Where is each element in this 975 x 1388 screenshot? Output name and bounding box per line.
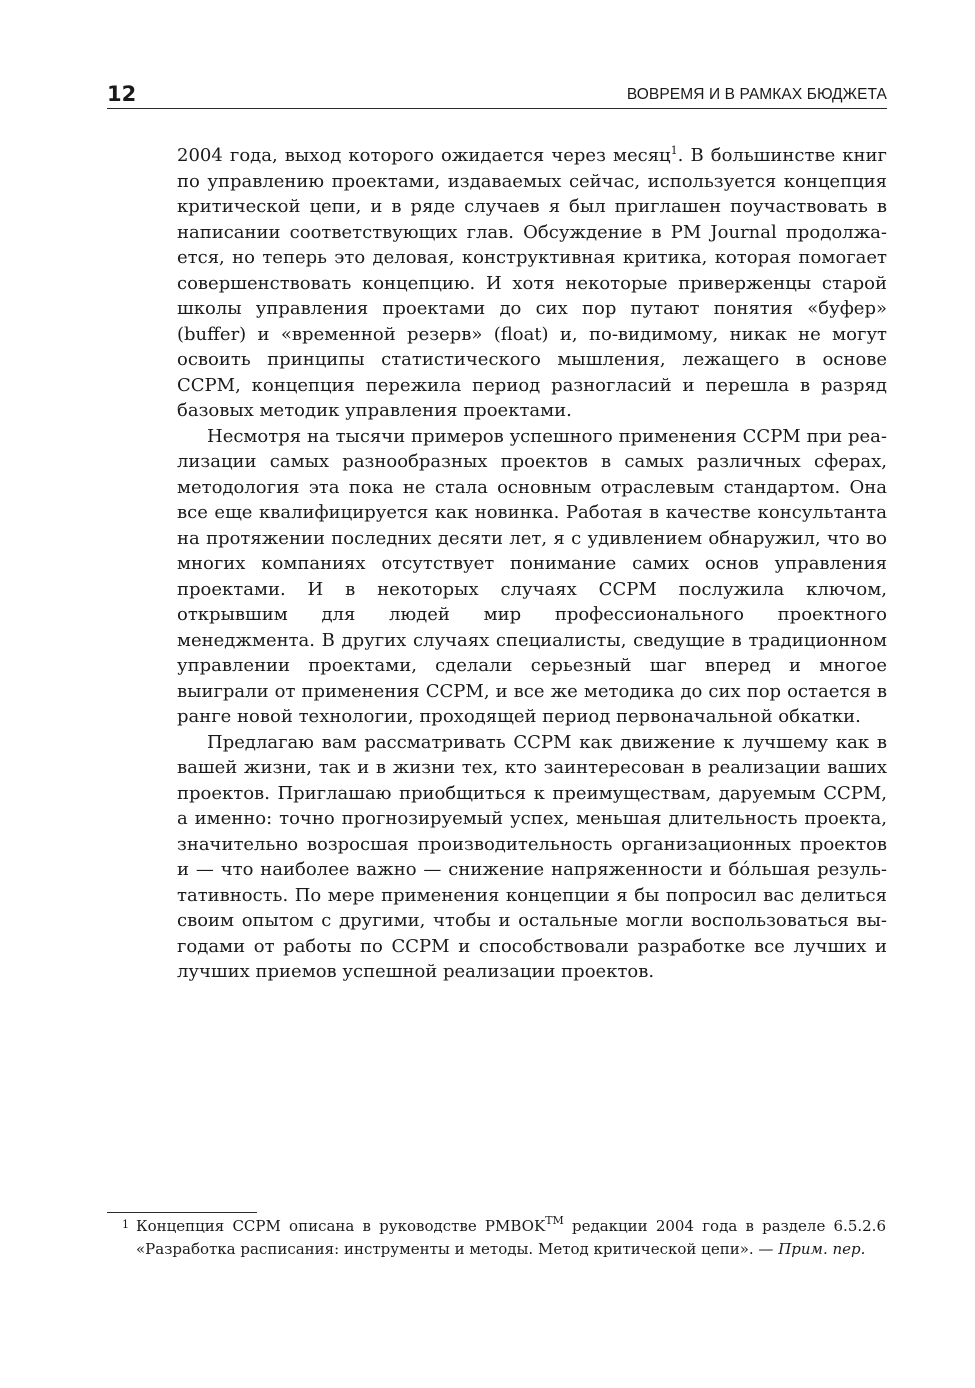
paragraph-1-start: 2004 года, выход которого ожидается через месяц	[177, 145, 671, 166]
footnote-reference: 1	[670, 144, 678, 157]
trademark-symbol: TM	[545, 1214, 564, 1227]
footnote-rule	[107, 1212, 257, 1213]
body-text	[177, 143, 887, 985]
running-head: ВОВРЕМЯ И В РАМКАХ БЮДЖЕТА	[626, 86, 887, 103]
paragraph-1	[177, 143, 887, 424]
footnote-mark: 1	[122, 1218, 129, 1231]
footnote-text-end: редакции 2004 года в разделе 6.5.2.6 «Разработка расписания: инструменты и методы. Метод критической цепи». —	[136, 1217, 886, 1258]
translator-note: Прим. пер.	[778, 1240, 866, 1258]
paragraph-3: Предлагаю вам рассматривать CCPM как движение к лучшему как в вашей жизни, так и в жизни тех, кто заинтересован в реализации ваших проектов. Приглашаю приобщиться к преимуществам, даруемым CCPM, а именно: точно прогнозируемый успех, меньшая длительность проекта, значительно возросшая производительность организационных проектов и — что наиболее важно — снижение напряженности и бо́льшая результативность. По мере применения концепции я бы попросил вас делиться своим опытом с другими, чтобы и остальные могли воспользоваться выгодами от работы по CCPM и способствовали разработке все лучших и лучших приемов успешной реализации проектов.	[177, 731, 887, 982]
paragraph-2: Несмотря на тысячи примеров успешного применения CCPM при реализации самых разнообразных проектов в самых различных сферах, методология эта пока не стала основным отраслевым стандартом. Она все еще квалифицируется как новинка. Работая в качестве консультанта на протяжении последних десяти лет, я с удивлением обнаружил, что во многих компаниях отсутствует понимание самих основ управления проектами. И в некоторых случаях CCPM послужила ключом, открывшим для людей мир профессионального проектного менеджмента. В других случаях специалисты, сведущие в традиционном управлении проектами, сделали серьезный шаг вперед и многое выиграли от применения CCPM, и все же методика до сих пор остается в ранге новой технологии, проходящей период первоначальной обкатки.	[177, 425, 887, 727]
page-header	[107, 80, 887, 109]
footnote-text-start: Концепция CCPM описана в руководстве PMBOK	[136, 1217, 546, 1235]
page-number: 12	[107, 82, 137, 106]
paragraph-1-rest: . В большинстве книг по управлению проектами, издаваемых сейчас, используется концепция критической цепи, и в ряде случаев я был приглашен поучаствовать в написании соответствующих глав. Обсуждение в PM Journal продолжается, но теперь это деловая, конструктивная критика, которая помогает совершенствовать концепцию. И хотя некоторые приверженцы старой школы управления проектами до сих пор путают понятия «буфер» (buffer) и «временной резерв» (float) и, по-видимому, никак не могут освоить принципы статистического мышления, лежащего в основе CCPM, концепция пережила период разногласий и перешла в разряд базовых методик управления проектами.	[177, 145, 887, 421]
footnote	[122, 1214, 886, 1261]
